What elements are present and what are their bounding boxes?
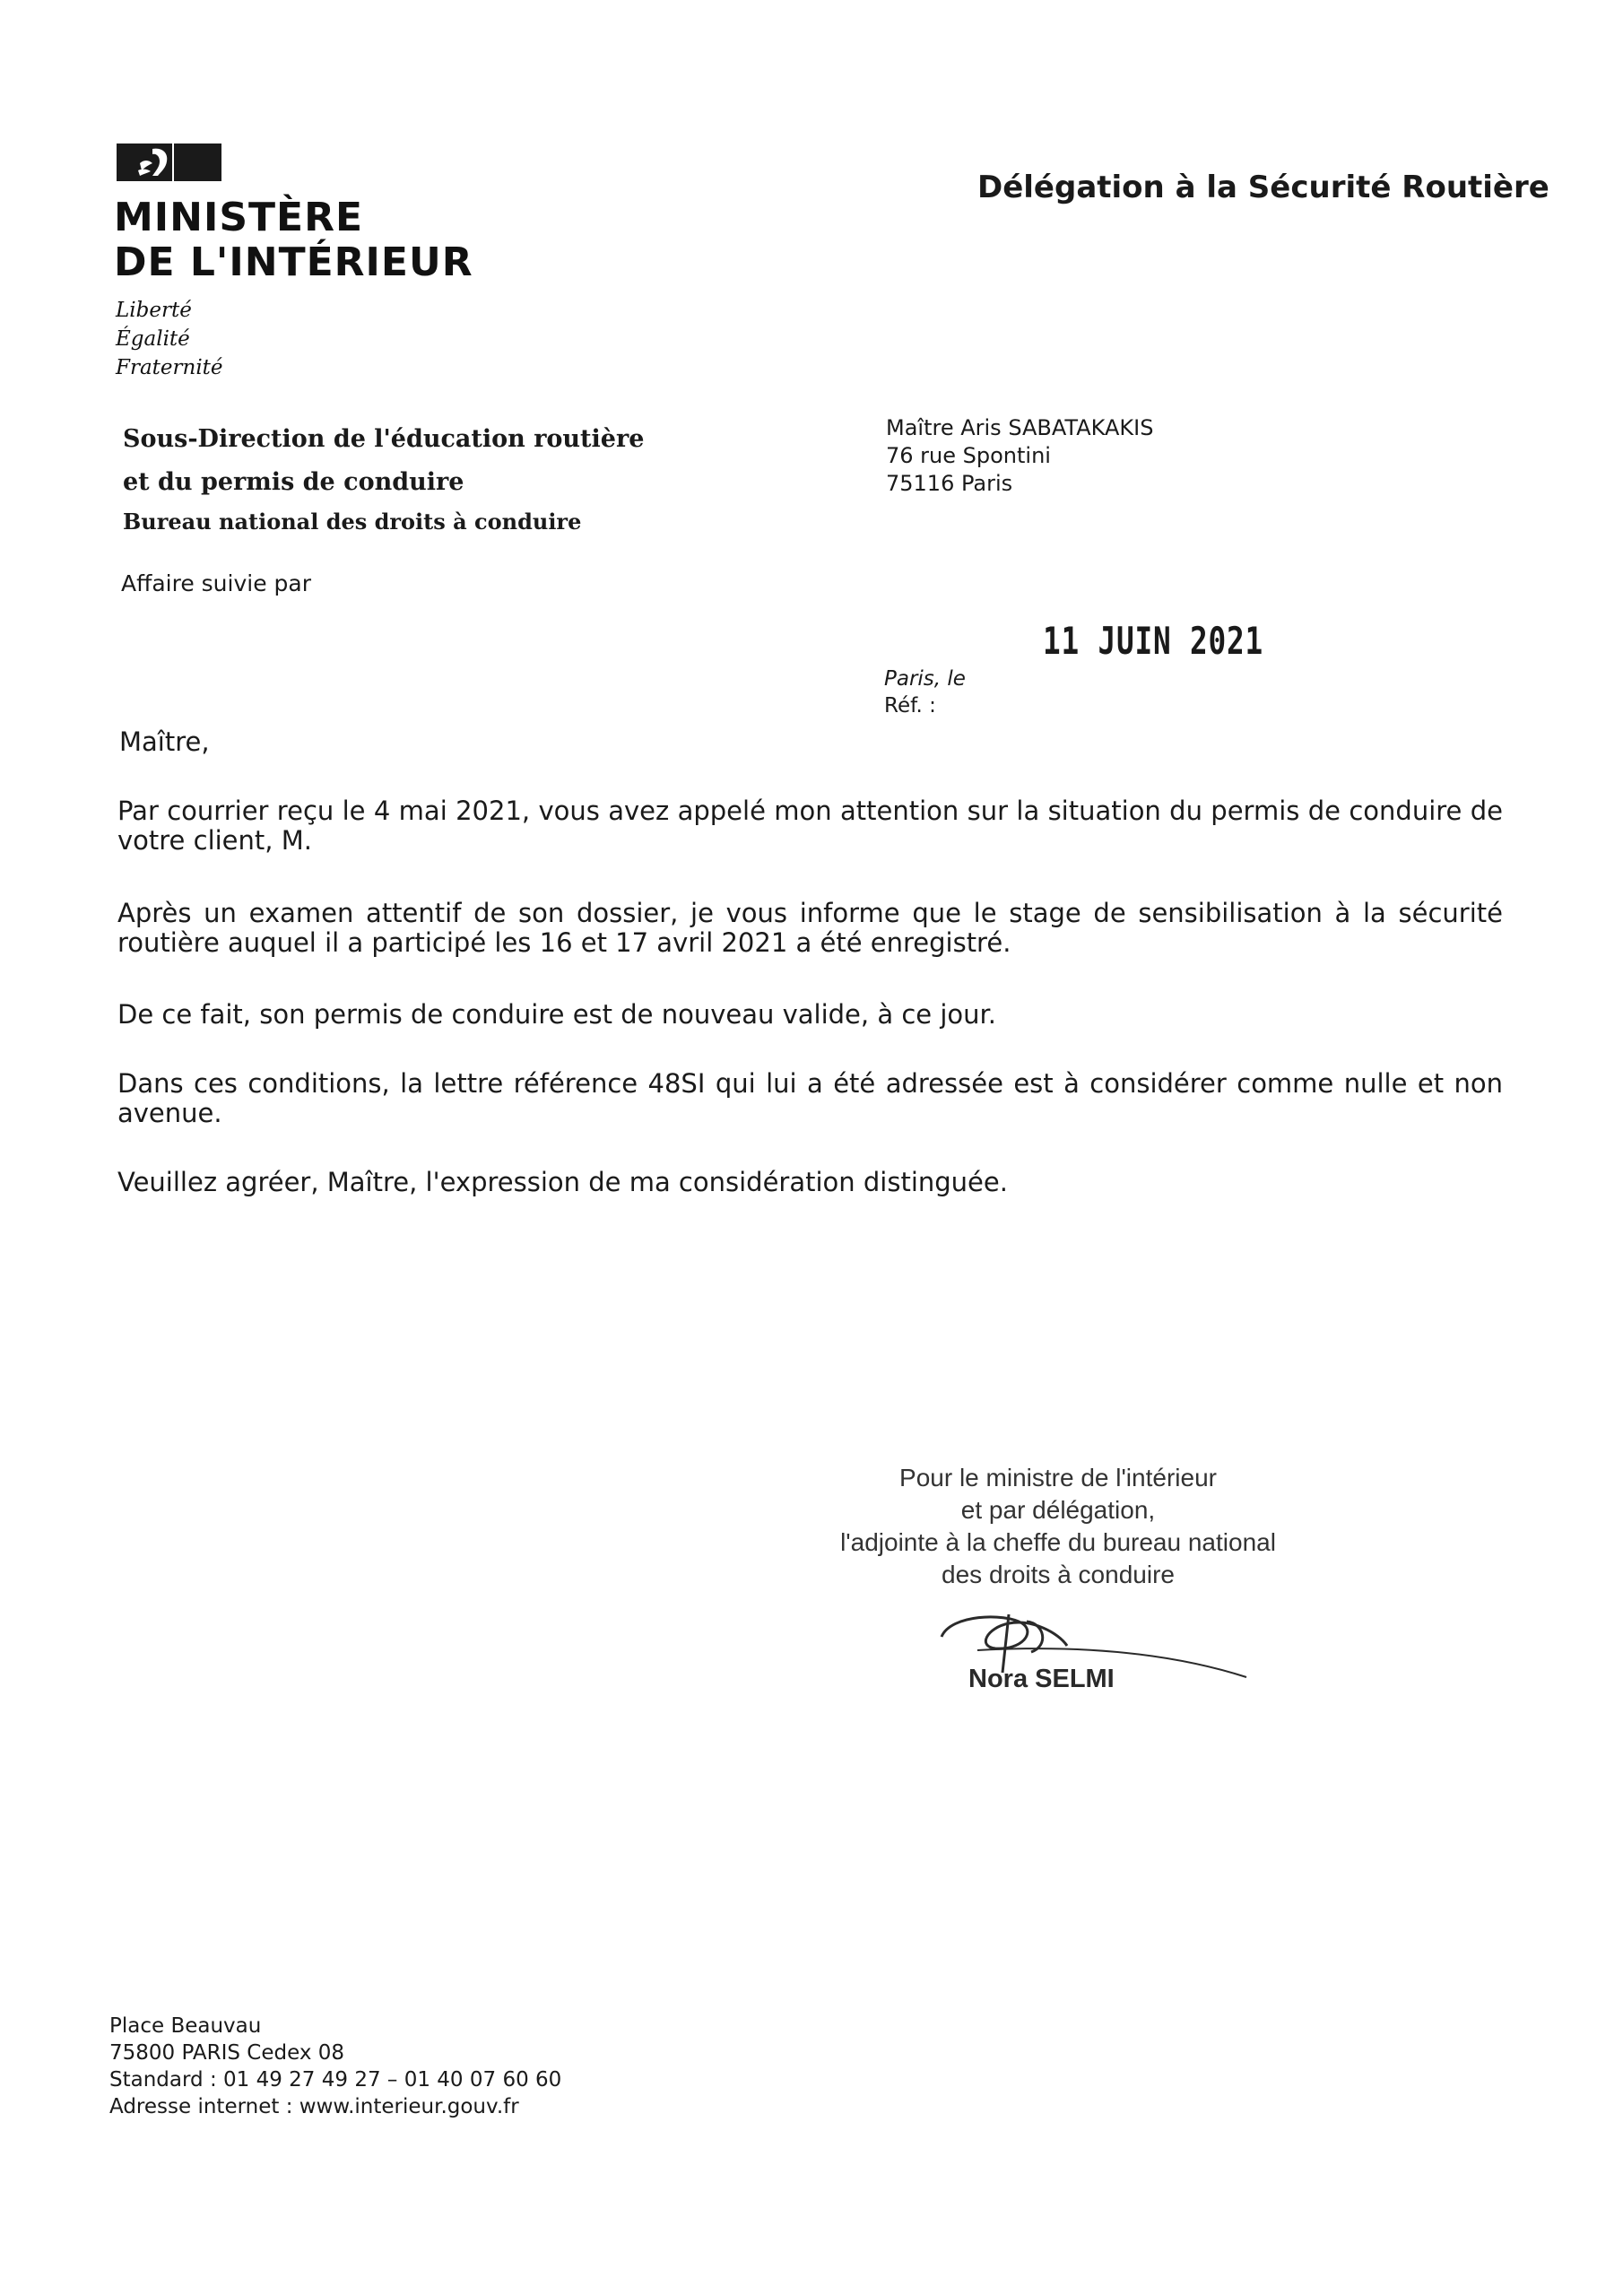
service-bureau: Bureau national des droits à conduire	[123, 509, 582, 535]
footer-line: Adresse internet : www.interieur.gouv.fr	[109, 2095, 519, 2118]
signature-line: et par délégation,	[960, 1496, 1156, 1524]
service-line-2: et du permis de conduire	[123, 468, 464, 496]
followed-by-label: Affaire suivie par	[121, 570, 311, 596]
letter-paragraph: Par courrier reçu le 4 mai 2021, vous avez appelé mon attention sur la situation du permis de conduire de votre client, M.	[117, 796, 1503, 856]
letter-paragraph: De ce fait, son permis de conduire est de nouveau valide, à ce jour.	[117, 999, 996, 1030]
motto-fraternite: Fraternité	[116, 356, 223, 379]
recipient-street: 76 rue Spontini	[886, 443, 1051, 468]
marianne-logo-icon	[117, 144, 221, 181]
ministry-line-1: MINISTÈRE	[114, 195, 364, 240]
footer-line: Place Beauvau	[109, 2014, 262, 2038]
motto-liberte: Liberté	[116, 299, 192, 322]
recipient-city: 75116 Paris	[886, 471, 1013, 496]
delegation-title: Délégation à la Sécurité Routière	[977, 170, 1549, 205]
ministry-line-2: DE L'INTÉRIEUR	[114, 239, 473, 285]
footer-line: 75800 PARIS Cedex 08	[109, 2041, 345, 2065]
signature-line: des droits à conduire	[942, 1561, 1175, 1588]
place-label: Paris, le	[884, 667, 966, 691]
motto-egalite: Égalité	[116, 327, 190, 351]
recipient-name: Maître Aris SABATAKAKIS	[886, 415, 1154, 440]
signature-line: l'adjointe à la cheffe du bureau national	[840, 1528, 1276, 1556]
letter-paragraph: Veuillez agréer, Maître, l'expression de ma considération distinguée.	[117, 1167, 1008, 1197]
footer-line: Standard : 01 49 27 49 27 – 01 40 07 60 60	[109, 2068, 562, 2092]
footer-address	[109, 2013, 561, 2120]
letter-paragraph: Dans ces conditions, la lettre référence 48SI qui lui a été adressée est à considérer comme nulle et non avenue.	[117, 1068, 1503, 1128]
signatory-name: Nora SELMI	[968, 1665, 1115, 1693]
recipient-address	[886, 414, 1153, 498]
republic-motto	[116, 296, 223, 382]
signature-stamp	[789, 1462, 1327, 1591]
ministry-name	[114, 196, 473, 285]
service-line-1: Sous-Direction de l'éducation routière	[123, 425, 645, 453]
date-stamp: 11 JUIN 2021	[1043, 619, 1264, 663]
letter-paragraph: Après un examen attentif de son dossier, je vous informe que le stage de sensibilisation à la sécurité routière auquel il a participé les 16 et 17 avril 2021 a été enregistré.	[117, 898, 1503, 958]
reference-label: Réf. :	[884, 694, 936, 718]
salutation: Maître,	[119, 726, 210, 757]
signature-line: Pour le ministre de l'intérieur	[899, 1464, 1217, 1492]
place-and-reference	[884, 665, 966, 719]
service-block	[123, 418, 644, 540]
